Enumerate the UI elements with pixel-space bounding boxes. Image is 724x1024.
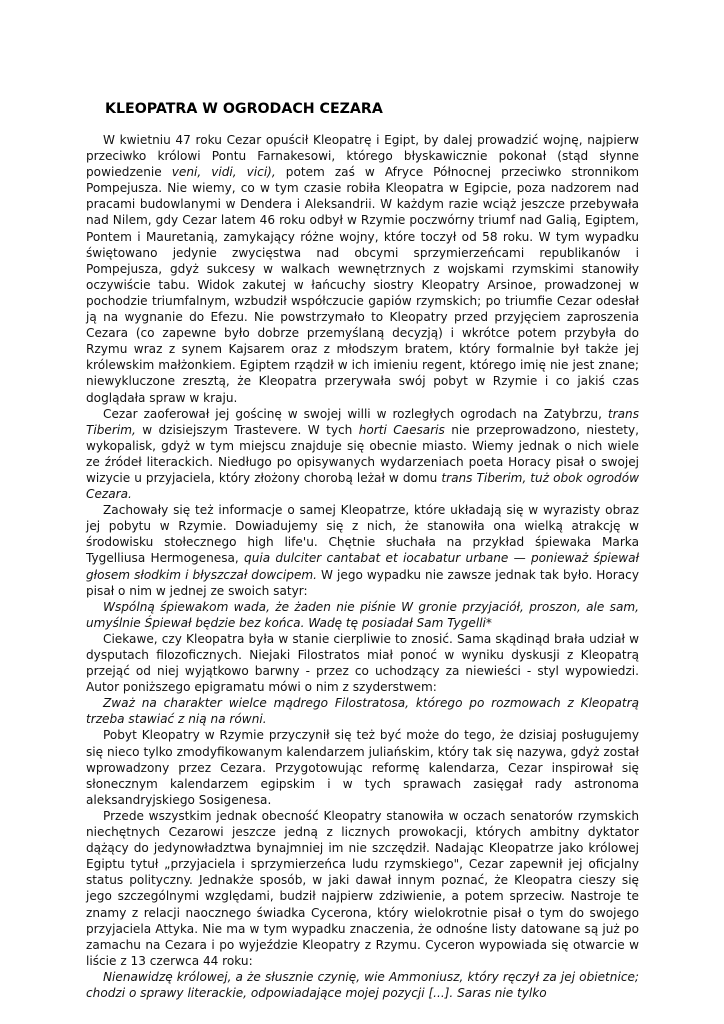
italic-text-run: veni, vidi, vici), bbox=[171, 165, 276, 180]
text-run: Przede wszystkim jednak obecność Kleopatry stanowiła w oczach senatorów rzymskich niechętnych Cezarowi jeszcze jedną z licznych prowokacji, których ambitny dyktator dążący do jedynowładztwa bynajmniej im nie szczędził. Nadając Kleopatrze jako królowej Egiptu tytuł „przyjaciela i sprzymierzeńca ludu rzymskiego", Cezar zapewnił jej oficjalny status polityczny. Jednakże sposób, w jaki dawał innym poznać, że Kleopatra cieszy się jego szczególnymi względami, budził najpierw zdziwienie, a potem sprzeciw. Nastroje te znamy z relacji naocznego świadka Cycerona, który wielokrotnie pisał o tym do swojego przyjaciela Attyka. Nie ma w tym wypadku znaczenia, że odnośne listy datowane są już po zamachu na Cezara i po wyjeździe Kleopatry z Rzymu. Cyceron wypowiada się otwarcie w liście z 13 czerwca 44 roku: bbox=[86, 808, 639, 968]
paragraph bbox=[86, 599, 639, 631]
paragraph bbox=[86, 727, 639, 807]
italic-text-run: horti Caesaris bbox=[358, 422, 445, 437]
paragraph bbox=[86, 502, 639, 599]
text-run: nie przeprowadzono, niestety, wykopalisk, gdyż w tym miejscu znajduje się obecnie miasto. Wiemy jednak o nich wiele ze źródeł literackich. Niedługo po opisywanych wydarzeniach poeta Horacy pisał o swojej wizycie u przyjaciela, który złożony chorobą leżał w domu bbox=[86, 422, 640, 485]
paragraph bbox=[86, 631, 639, 695]
text-run: Cezar zaoferował jej gościnę w swojej willi w rozległych ogrodach na Zatybrzu, bbox=[103, 406, 608, 421]
paragraph bbox=[86, 695, 639, 727]
text-run: W kwietniu 47 roku Cezar opuścił Kleopatrę i Egipt, by dalej prowadzić wojnę, najpierw przeciwko królowi Pontu Farnakesowi, którego błyskawicznie pokonał (stąd słynne powiedzenie bbox=[86, 133, 639, 180]
text-run: W jego wypadku nie zawsze jednak tak było. Horacy pisał o nim w jednej ze swoich satyr: bbox=[86, 567, 639, 598]
text-run: potem zaś w Afryce Północnej przeciwko stronnikom Pompejusza. Nie wiemy, co w tym czasie robiła Kleopatra w Egipcie, poza nadzorem nad pracami budowlanymi w Dendera i Aleksandrii. W każdym razie wciąż jeszcze przebywała nad Nilem, gdy Cezar latem 46 roku odbył w Rzymie poczwórny triumf nad Galią, Egiptem, Pontem i Mauretanią, zamykający różne wojny, które toczył od 58 roku. W tym wypadku świętowano jedynie zwycięstwa nad obcymi sprzymierzeńcami republikanów i Pompejusza, gdyż sukcesy w walkach wewnętrznych z wojskami rzymskimi stanowiły oczywiście tabu. Widok zakutej w łańcuchy siostry Kleopatry Arsinoe, prowadzonej w pochodzie triumfalnym, wzbudził współczucie gapiów rzymskich; po triumfie Cezar odesłał ją na wygnanie do Efezu. Nie powstrzymało to Kleopatry przed przyjęciem zaproszenia Cezara (co zapewne było dobrze przemyślaną decyzją) i wkrótce potem przybyła do Rzymu wraz z synem Kajsarem oraz z młodszym bratem, który formalnie był także jej królewskim małżonkiem. Egiptem rządził w ich imieniu regent, którego imię nie jest znane; niewykluczone zresztą, że Kleopatra przerywała swój pobyt w Rzymie i co jakiś czas doglądała spraw w kraju. bbox=[86, 165, 640, 405]
text-run: Zachowały się też informacje o samej Kleopatrze, które układają się w wyrazisty obraz jej pobytu w Rzymie. Dowiadujemy się z nich, że stanowiła ona wielką atrakcję w środowisku stołecznego high life'u. Chętnie słuchała na przykład śpiewaka Marka Tygelliusa Hermogenesa, bbox=[86, 503, 639, 566]
text-run: w dzisiejszym Trastevere. W tych bbox=[135, 422, 359, 437]
italic-text-run: quia dulciter cantabat et iocabatur urbane — ponieważ śpiewał głosem słodkim i błyszczał dowcipem. bbox=[86, 551, 639, 582]
text-run: Pobyt Kleopatry w Rzymie przyczynił się też być może do tego, że dzisiaj posługujemy się nieco tylko zmodyfikowanym kalendarzem juliańskim, który tak się nazywa, gdyż został wprowadzony przez Cezara. Przygotowując reformę kalendarza, Cezar inspirował się słonecznym kalendarzem egipskim i w tych sprawach zasięgał rady astronoma aleksandryjskiego Sosigenesa. bbox=[86, 728, 639, 807]
italic-text-run: Wspólną śpiewakom wada, że żaden nie piśnie W gronie przyjaciół, proszon, ale sam, umyślnie Śpiewał będzie bez końca. Wadę tę posiadał Sam Tygelli* bbox=[86, 599, 639, 630]
italic-text-run: trans Tiberim, bbox=[86, 406, 639, 437]
italic-text-run: Nienawidzę królowej, a że słusznie czynię, wie Ammoniusz, który ręczył za jej obietnice; chodzi o sprawy literackie, odpowiadające mojej pozycji [...]. Saras nie tylko bbox=[86, 969, 639, 1000]
paragraph bbox=[86, 406, 639, 503]
text-run: Ciekawe, czy Kleopatra była w stanie cierpliwie to znosić. Sama skądinąd brała udział w dysputach filozoficznych. Niejaki Filostratos miał ponoć w wyniku dyskusji z Kleopatrą przejąć od niej wyjątkowo barwny - przez co uchodzący za niewieści - styl wypowiedzi. Autor poniższego epigramatu mówi o nim z szyderstwem: bbox=[86, 631, 639, 695]
italic-text-run: trans Tiberim, tuż obok ogrodów Cezara. bbox=[86, 470, 639, 502]
document-body bbox=[86, 100, 639, 1001]
paragraphs-container bbox=[86, 132, 639, 1001]
italic-text-run: Zważ na charakter wielce mądrego Filostratosa, którego po rozmowach z Kleopatrą trzeba stawiać z nią na równi. bbox=[86, 696, 639, 727]
paragraph bbox=[86, 969, 639, 1001]
document-title: KLEOPATRA W OGRODACH CEZARA bbox=[105, 101, 383, 117]
paragraph bbox=[86, 808, 639, 969]
paragraph bbox=[86, 132, 639, 406]
